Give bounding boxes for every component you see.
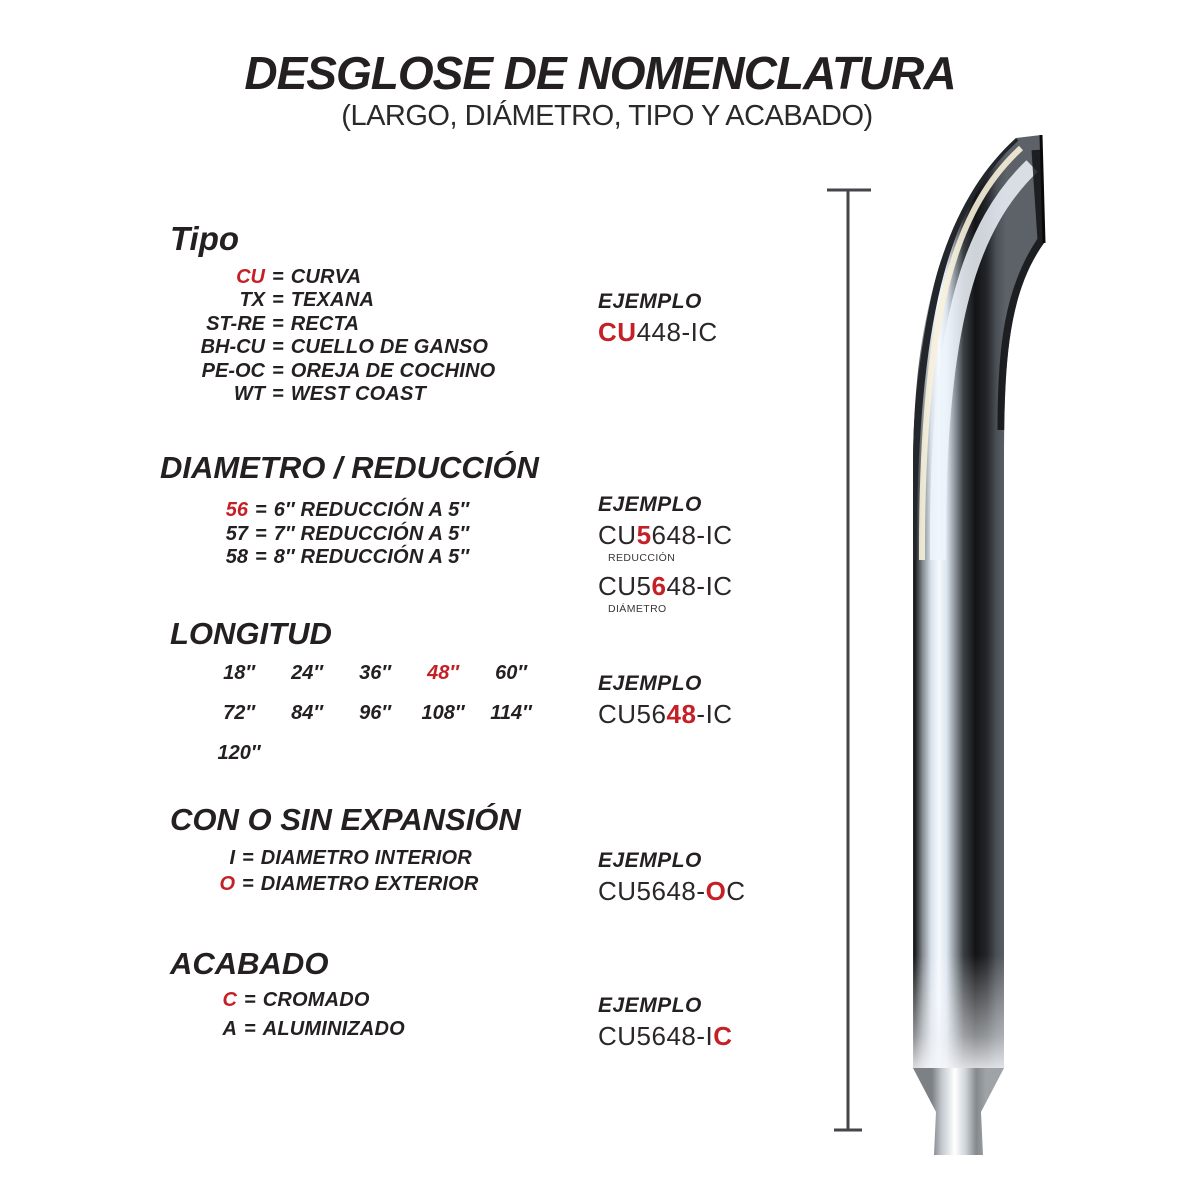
type-code: CU (236, 266, 265, 288)
length-value: 120″ (217, 742, 261, 764)
code-part: CU (598, 317, 637, 347)
code-part: CU (598, 520, 637, 550)
equals-sign: = (242, 847, 254, 869)
code-part: C (726, 876, 746, 906)
finish-desc: CROMADO (262, 989, 370, 1011)
ejemplo-label: EJEMPLO (598, 493, 702, 516)
example-code (598, 1021, 733, 1052)
expansion-row (155, 873, 479, 899)
diameter-desc: 6″ REDUCCIÓN A 5″ (273, 499, 470, 521)
pipe-body (913, 135, 1044, 1068)
type-desc: RECTA (290, 312, 360, 335)
type-code: WT (233, 382, 265, 405)
pipe-cut-edge (1041, 135, 1044, 243)
equals-sign: = (244, 1018, 256, 1040)
code-part: 48-IC (666, 571, 733, 601)
expansion-row (155, 847, 479, 873)
example-block-longitud (598, 672, 733, 730)
length-value: 96″ (359, 702, 391, 724)
diameter-desc: 7″ REDUCCIÓN A 5″ (273, 522, 470, 545)
ejemplo-label: EJEMPLO (598, 994, 702, 1017)
type-desc: CURVA (290, 266, 362, 288)
example-code (598, 571, 733, 602)
code-part: O (705, 876, 727, 906)
equals-sign: = (272, 312, 284, 335)
length-row (205, 742, 545, 782)
length-row (205, 662, 545, 702)
equals-sign: = (272, 382, 284, 405)
tipo-row (155, 360, 495, 383)
code-part: 648-IC (651, 520, 733, 550)
length-value: 24″ (291, 662, 323, 684)
diametro-row (155, 499, 469, 523)
diameter-code: 57 (225, 522, 248, 545)
equals-sign: = (255, 522, 267, 545)
equals-sign: = (272, 359, 284, 382)
ejemplo-label: EJEMPLO (598, 290, 702, 313)
diameter-desc: 8″ REDUCCIÓN A 5″ (273, 546, 470, 569)
tipo-row (155, 336, 495, 359)
type-code: ST-RE (206, 312, 265, 335)
page-title: DESGLOSE DE NOMENCLATURA (244, 47, 956, 99)
length-value: 36″ (359, 662, 391, 684)
type-desc: TEXANA (290, 289, 375, 312)
tipo-row (155, 266, 495, 289)
length-value: 84″ (291, 702, 323, 724)
pipe-outlet (934, 1112, 983, 1155)
length-value: 108″ (421, 702, 465, 724)
expansion-list (155, 847, 479, 899)
tipo-row (155, 383, 495, 406)
diameter-code: 56 (225, 499, 248, 521)
type-code: BH-CU (200, 336, 265, 359)
tipo-list (155, 266, 495, 406)
finish-code: C (222, 989, 237, 1011)
finish-code: A (222, 1018, 237, 1040)
type-code: PE-OC (201, 359, 265, 382)
code-part: 448-IC (636, 317, 718, 347)
example-code (598, 876, 746, 907)
finish-desc: ALUMINIZADO (262, 1018, 405, 1040)
length-row (205, 702, 545, 742)
equals-sign: = (272, 266, 284, 288)
example-block-acabado (598, 994, 733, 1052)
type-desc: WEST COAST (290, 382, 427, 405)
code-part: CU56 (598, 699, 667, 729)
tipo-row (155, 289, 495, 312)
code-part: C (713, 1021, 733, 1051)
length-value: 18″ (223, 662, 255, 684)
expansion-code: O (219, 873, 235, 895)
equals-sign: = (272, 336, 284, 359)
example-block-tipo (598, 290, 718, 348)
diametro-list (155, 499, 469, 570)
type-code: TX (239, 289, 265, 312)
page-subtitle: (LARGO, DIÁMETRO, TIPO Y ACABADO) (341, 100, 873, 132)
code-part: -IC (696, 699, 733, 729)
expansion-desc: DIAMETRO EXTERIOR (260, 873, 479, 895)
example-sublabel: REDUCCIÓN (608, 552, 676, 564)
ejemplo-label: EJEMPLO (598, 849, 702, 872)
code-part: CU5 (598, 571, 652, 601)
acabado-row (155, 1018, 405, 1047)
example-block-diametro (598, 493, 733, 622)
equals-sign: = (242, 873, 254, 895)
dimension-line (827, 190, 871, 1130)
section-heading-acabado: ACABADO (170, 946, 329, 981)
acabado-list (155, 989, 405, 1047)
length-value: 72″ (223, 702, 255, 724)
diametro-row (155, 546, 469, 570)
example-code (598, 520, 733, 551)
equals-sign: = (272, 289, 284, 312)
code-part: CU5648- (598, 876, 706, 906)
example-block-expansion (598, 849, 746, 907)
equals-sign: = (255, 546, 267, 569)
length-value-highlighted: 48″ (427, 662, 459, 684)
code-part: CU5648-I (598, 1021, 714, 1051)
diametro-row (155, 523, 469, 547)
ejemplo-label: EJEMPLO (598, 672, 702, 695)
diameter-code: 58 (225, 546, 248, 569)
code-part: 48 (666, 699, 697, 729)
acabado-row (155, 989, 405, 1018)
section-heading-expansion: CON O SIN EXPANSIÓN (170, 802, 521, 837)
section-heading-longitud: LONGITUD (170, 616, 332, 651)
length-grid (205, 662, 545, 782)
example-code (598, 699, 733, 730)
expansion-code: I (229, 847, 235, 869)
tipo-row (155, 313, 495, 336)
example-sublabel: DIÁMETRO (608, 603, 667, 615)
type-desc: OREJA DE COCHINO (290, 359, 496, 382)
section-heading-diametro: DIAMETRO / REDUCCIÓN (160, 450, 539, 485)
length-value: 60″ (495, 662, 527, 684)
equals-sign: = (255, 499, 267, 521)
equals-sign: = (244, 989, 256, 1011)
type-desc: CUELLO DE GANSO (290, 336, 489, 359)
expansion-desc: DIAMETRO INTERIOR (260, 847, 472, 869)
example-code (598, 317, 718, 348)
pipe-taper (913, 1068, 1004, 1112)
code-part: 6 (651, 571, 667, 601)
length-value: 114″ (490, 702, 532, 724)
code-part: 5 (636, 520, 652, 550)
section-heading-tipo: Tipo (170, 220, 240, 257)
